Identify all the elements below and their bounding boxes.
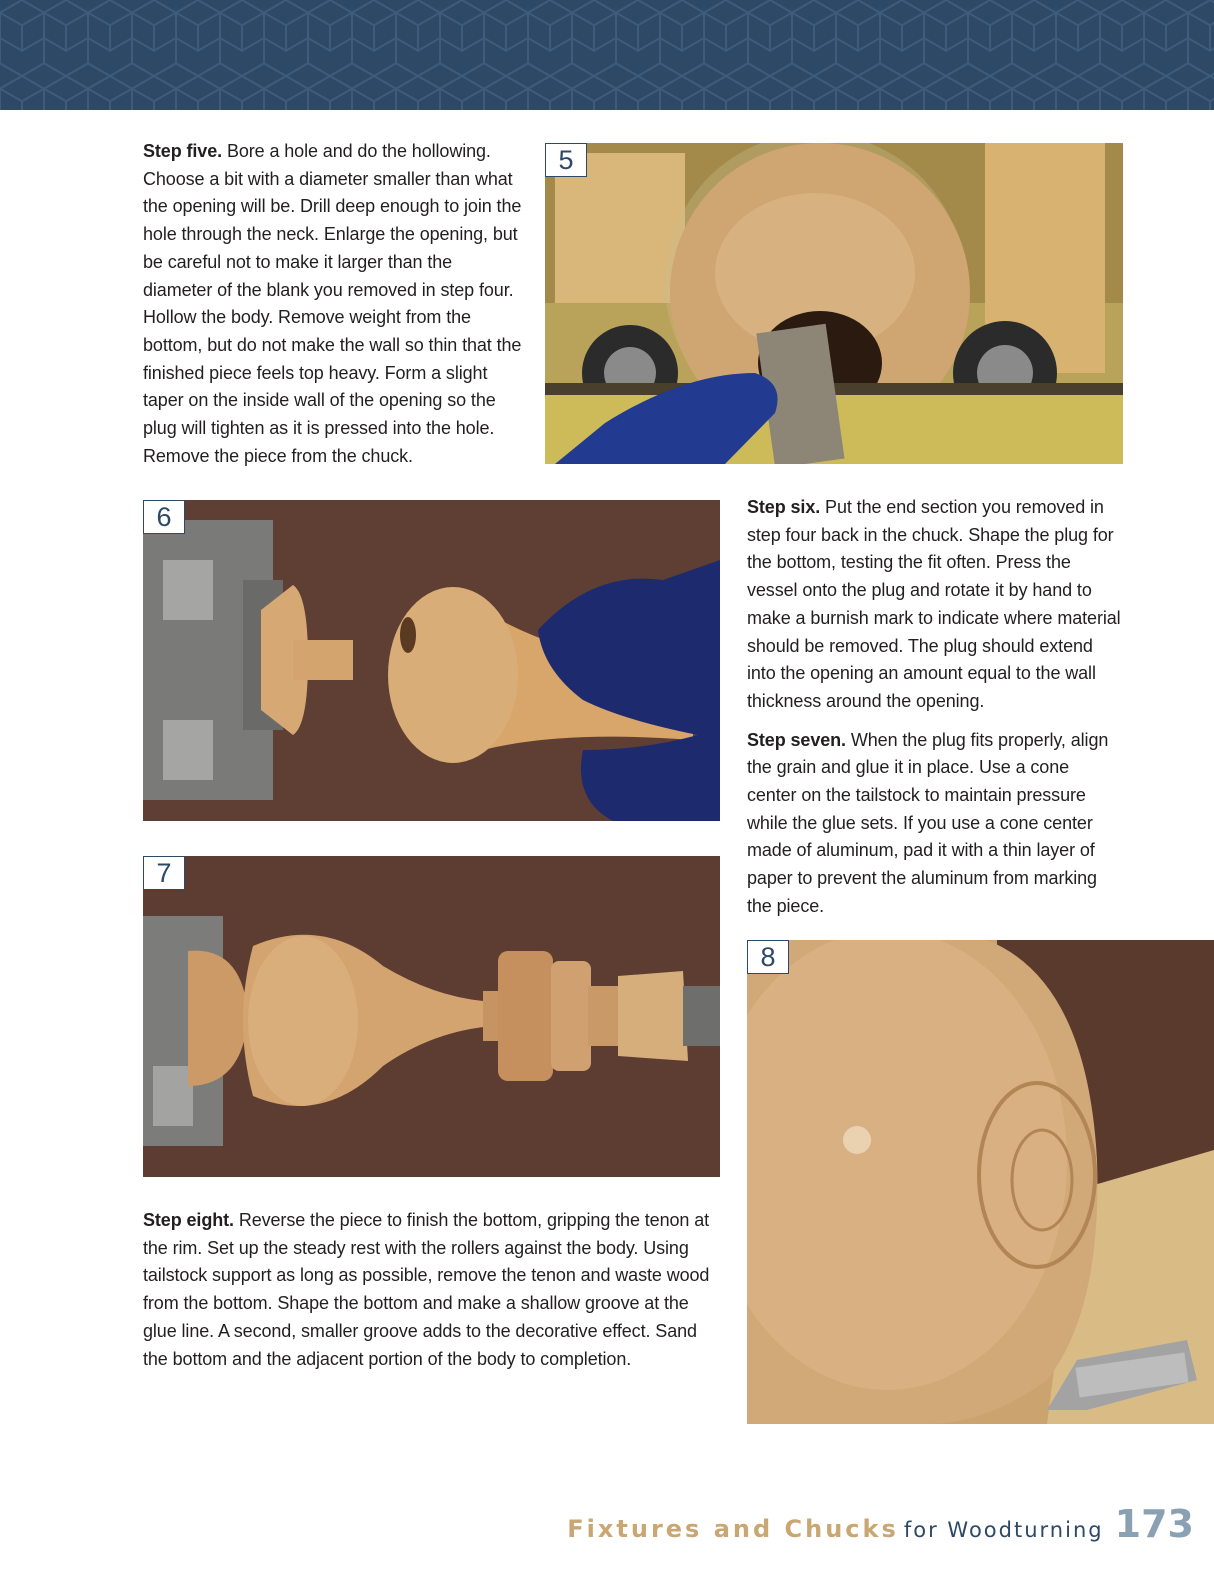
photo-8: [747, 940, 1214, 1424]
book-title-main: Fixtures and Chucks: [567, 1515, 899, 1543]
step-seven-body: When the plug fits properly, align the grain and glue it in place. Use a cone center on the tailstock to maintain pressure while the glue sets. If you use a cone center made of aluminum, pad it with a thin layer of paper to prevent the aluminum from marking the piece.: [747, 729, 1109, 916]
step-five-body: Bore a hole and do the hollowing. Choose a bit with a diameter smaller than what the opening will be. Drill deep enough to join the hole through the neck. Enlarge the opening, but be careful not to make it larger than the diameter of the blank you removed in step four. Hollow the body. Remove weight from the bottom, but do not make the wall so thin that the finished piece feels top heavy. Form a slight taper on the inside wall of the opening so the plug will tighten as it is pressed into the hole. Remove the piece from the chuck.: [143, 141, 522, 466]
photo-6-image: [143, 500, 720, 821]
step-five-text: [143, 138, 525, 481]
step-six-body: Put the end section you removed in step four back in the chuck. Shape the plug for the bottom, testing the fit often. Press the vessel onto the plug and rotate it by hand to make a burnish mark to indicate where material should be removed. The plug should extend into the opening an amount equal to the wall thickness around the opening.: [747, 497, 1121, 711]
step-six-label: Step six.: [747, 497, 821, 517]
photo-8-number: 8: [747, 940, 789, 974]
photo-5-number: 5: [545, 143, 587, 177]
page-number: 173: [1114, 1502, 1194, 1546]
step-eight-label: Step eight.: [143, 1210, 234, 1230]
photo-7-image: [143, 856, 720, 1177]
cube-pattern-decoration: [0, 0, 1214, 110]
photo-5: [545, 143, 1123, 464]
step-eight-text: [143, 1207, 720, 1384]
photo-5-image: [545, 143, 1123, 464]
step-seven-label: Step seven.: [747, 729, 846, 750]
photo-6-number: 6: [143, 500, 185, 534]
step-eight-body: Reverse the piece to finish the bottom, gripping the tenon at the rim. Set up the steady rest with the rollers against the body. Using tailstock support as long as possible, remove the tenon and waste wood from the bottom. Shape the bottom and make a shallow groove at the glue line. A second, smaller groove adds to the decorative effect. Sand the bottom and the adjacent portion of the body to completion.: [143, 1210, 710, 1369]
photo-6: [143, 500, 720, 821]
photo-7: [143, 856, 720, 1177]
page-footer: [567, 1502, 1194, 1546]
photo-8-image: [747, 940, 1214, 1424]
step-five-label: Step five.: [143, 141, 223, 161]
header-banner: [0, 0, 1214, 110]
step-six-seven-text: [747, 494, 1123, 932]
photo-7-number: 7: [143, 856, 185, 890]
book-title-sub: for Woodturning: [903, 1518, 1104, 1542]
